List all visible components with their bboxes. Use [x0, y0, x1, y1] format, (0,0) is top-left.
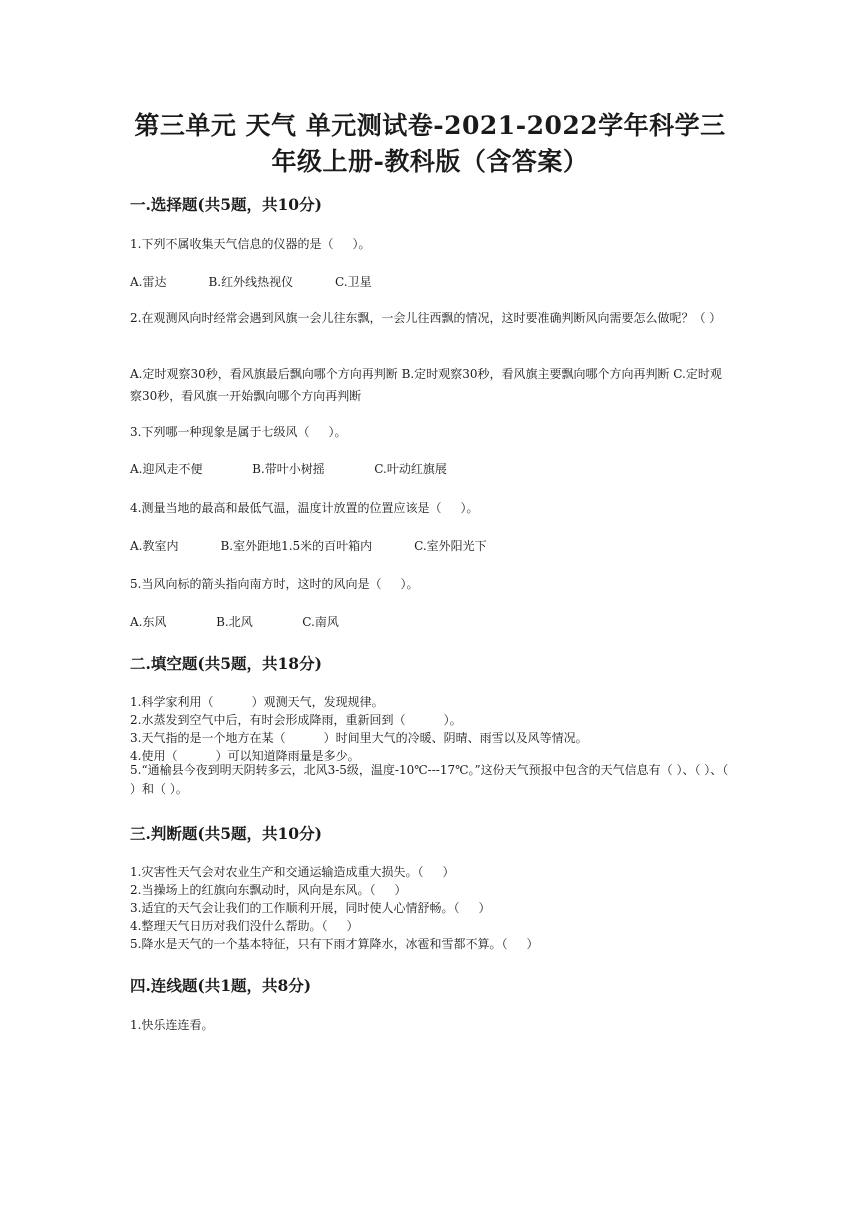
question-text: 3.天气指的是一个地方在某（ ）时间里大气的冷暖、阴晴、雨雪以及风等情况。	[130, 731, 588, 745]
question-text: 1.灾害性天气会对农业生产和交通运输造成重大损失。（ ）	[130, 865, 455, 879]
question-text: 1.快乐连连看。	[130, 1018, 214, 1032]
question-text: 4.整理天气日历对我们没什么帮助。（ ）	[130, 919, 359, 933]
question-text: 2.在观测风向时经常会遇到风旗一会儿往东飘，一会儿往西飘的情况，这时要准确判断风向需要怎么做呢？（ ）	[130, 311, 722, 325]
document-title-line-1: 第三单元 天气 单元测试卷-2021-2022学年科学三	[134, 111, 726, 140]
section-heading-true-false: 三.判断题(共5题，共10分)	[130, 824, 322, 843]
section-heading-choice: 一.选择题(共5题，共10分)	[130, 195, 322, 214]
question-text: 1.下列不属收集天气信息的仪器的是（ ）。	[130, 237, 371, 251]
answer-options: A.定时观察30秒，看风旗最后飘向哪个方向再判断 B.定时观察30秒，看风旗主要飘向哪个方向再判断 C.定时观察30秒，看风旗一开始飘向哪个方向再判断	[130, 367, 722, 403]
section-heading-matching: 四.连线题(共1题，共8分)	[130, 976, 312, 995]
question-text: 4.测量当地的最高和最低气温，温度计放置的位置应该是（ ）。	[130, 501, 479, 515]
section-heading-fill-blank: 二.填空题(共5题，共18分)	[130, 654, 322, 673]
question-text: 5.当风向标的箭头指向南方时，这时的风向是（ ）。	[130, 577, 419, 591]
answer-options: A.教室内 B.室外距地1.5米的百叶箱内 C.室外阳光下	[130, 539, 487, 553]
question-text: 1.科学家利用（ ）观测天气，发现规律。	[130, 695, 384, 709]
question-text: 5.降水是天气的一个基本特征，只有下雨才算降水，冰雹和雪都不算。（ ）	[130, 937, 539, 951]
answer-options: A.雷达 B.红外线热视仪 C.卫星	[130, 275, 372, 289]
question-text: 5.“通榆县今夜到明天阴转多云，北风3-5级，温度-10℃---17℃。”这份天气预报中包含的天气信息有（ ）、（ ）、（ ）和（ ）。	[130, 763, 729, 796]
question-text: 2.水蒸发到空气中后，有时会形成降雨，重新回到（ ）。	[130, 713, 462, 727]
question-text: 3.下列哪一种现象是属于七级风（ ）。	[130, 425, 347, 439]
answer-options: A.迎风走不便 B.带叶小树摇 C.叶动红旗展	[130, 462, 447, 476]
question-text: 4.使用（ ）可以知道降雨量是多少。	[130, 749, 360, 763]
question-text: 2.当操场上的红旗向东飘动时，风向是东风。（ ）	[130, 883, 407, 897]
document-title-line-2: 年级上册-教科版（含答案）	[271, 147, 589, 176]
question-text: 3.适宜的天气会让我们的工作顺利开展，同时使人心情舒畅。（ ）	[130, 901, 491, 915]
answer-options: A.东风 B.北风 C.南风	[130, 615, 339, 629]
